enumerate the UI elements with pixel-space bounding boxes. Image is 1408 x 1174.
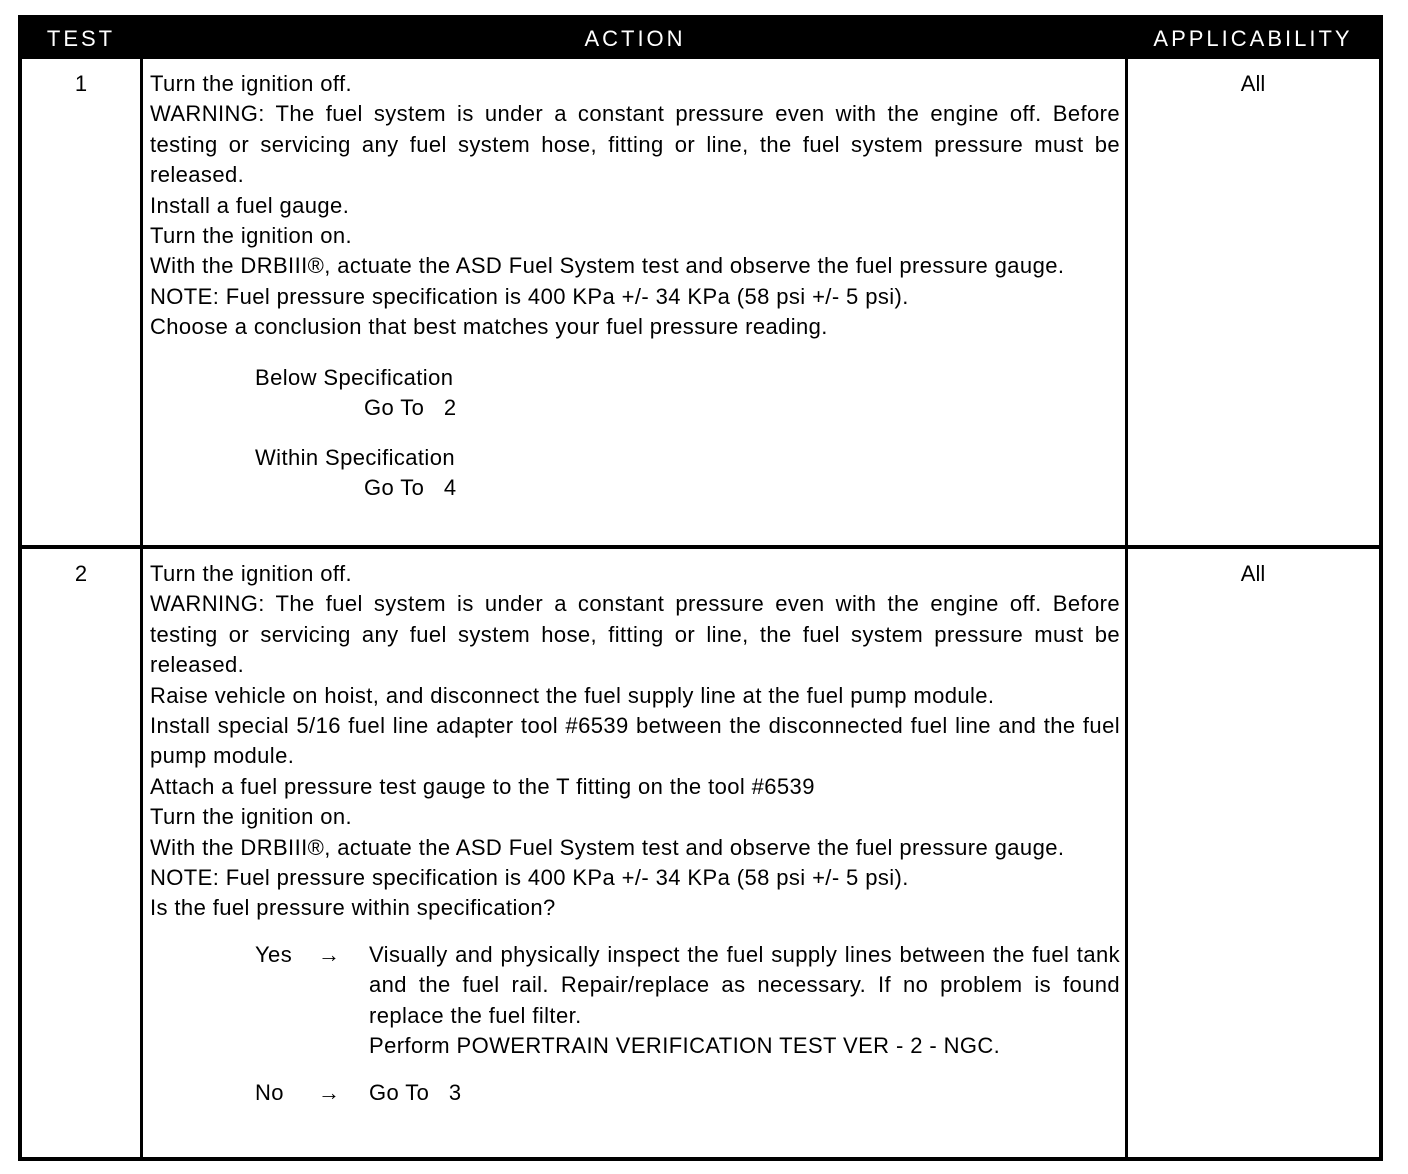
diagnostic-table bbox=[18, 15, 1383, 1161]
note-text: NOTE: Fuel pressure specification is 400 KPa +/- 34 KPa (58 psi +/- 5 psi). bbox=[150, 283, 909, 309]
action-line: Raise vehicle on hoist, and disconnect the fuel supply line at the fuel pump module. bbox=[150, 682, 995, 708]
arrow-icon: → bbox=[318, 1079, 341, 1105]
header-applicability: APPLICABILITY bbox=[1153, 26, 1353, 51]
option-no bbox=[150, 1078, 1120, 1108]
action-line: Turn the ignition on. bbox=[150, 804, 353, 830]
action-line: Turn the ignition off. bbox=[150, 561, 353, 586]
action-line: Install a fuel gauge. bbox=[150, 192, 350, 218]
option-label: Yes bbox=[255, 941, 293, 967]
action-line: Install special 5/16 fuel line adapter tool #6539 between the disconnected fuel line and the fuel pump module. bbox=[150, 713, 1120, 769]
action-line: With the DRBIII®, actuate the ASD Fuel System test and observe the fuel pressure gauge. bbox=[150, 834, 1065, 860]
applicability-value: All bbox=[1240, 71, 1266, 96]
header-test: TEST bbox=[46, 26, 116, 51]
option-text: Visually and physically inspect the fuel supply lines between the fuel tank and the fuel rail. Repair/replace as necessary. If no problem is found replace the fuel filter. bbox=[369, 941, 1120, 1028]
option-yes bbox=[150, 940, 1120, 1062]
action-line: Turn the ignition off. bbox=[150, 71, 353, 96]
action-line: With the DRBIII®, actuate the ASD Fuel System test and observe the fuel pressure gauge. bbox=[150, 253, 1065, 279]
choice-within-spec bbox=[150, 443, 1120, 523]
table-row bbox=[22, 545, 1379, 1157]
warning-text: WARNING: The fuel system is under a constant pressure even with the engine off. Before testing or servicing any fuel system hose, fitting or line, the fuel system pressure must be released. bbox=[150, 591, 1120, 678]
verification-link[interactable]: Perform POWERTRAIN VERIFICATION TEST VER - 2 - NGC. bbox=[369, 1033, 1001, 1059]
action-line: Choose a conclusion that best matches your fuel pressure reading. bbox=[150, 314, 828, 340]
goto-link[interactable]: Go To 2 bbox=[364, 394, 457, 420]
header-action: ACTION bbox=[584, 26, 686, 51]
goto-link[interactable]: Go To 3 bbox=[369, 1079, 462, 1105]
action-cell bbox=[150, 69, 1120, 523]
test-number: 2 bbox=[74, 561, 88, 586]
warning-text: WARNING: The fuel system is under a constant pressure even with the engine off. Before testing or servicing any fuel system hose, fitting or line, the fuel system pressure must be released. bbox=[150, 101, 1120, 188]
applicability-value: All bbox=[1240, 561, 1266, 586]
table-header bbox=[22, 19, 1379, 59]
option-label: No bbox=[255, 1079, 284, 1105]
note-text: NOTE: Fuel pressure specification is 400 KPa +/- 34 KPa (58 psi +/- 5 psi). bbox=[150, 865, 909, 891]
arrow-icon: → bbox=[318, 941, 341, 967]
table-row bbox=[22, 59, 1379, 545]
action-line: Attach a fuel pressure test gauge to the T fitting on the tool #6539 bbox=[150, 773, 815, 799]
choice-label: Below Specification bbox=[255, 364, 454, 390]
choice-below-spec bbox=[150, 363, 1120, 443]
action-line: Turn the ignition on. bbox=[150, 223, 353, 249]
test-number: 1 bbox=[74, 71, 88, 96]
goto-link[interactable]: Go To 4 bbox=[364, 474, 457, 500]
action-line: Is the fuel pressure within specification? bbox=[150, 895, 556, 921]
action-cell bbox=[150, 559, 1120, 1108]
choice-label: Within Specification bbox=[255, 444, 455, 470]
